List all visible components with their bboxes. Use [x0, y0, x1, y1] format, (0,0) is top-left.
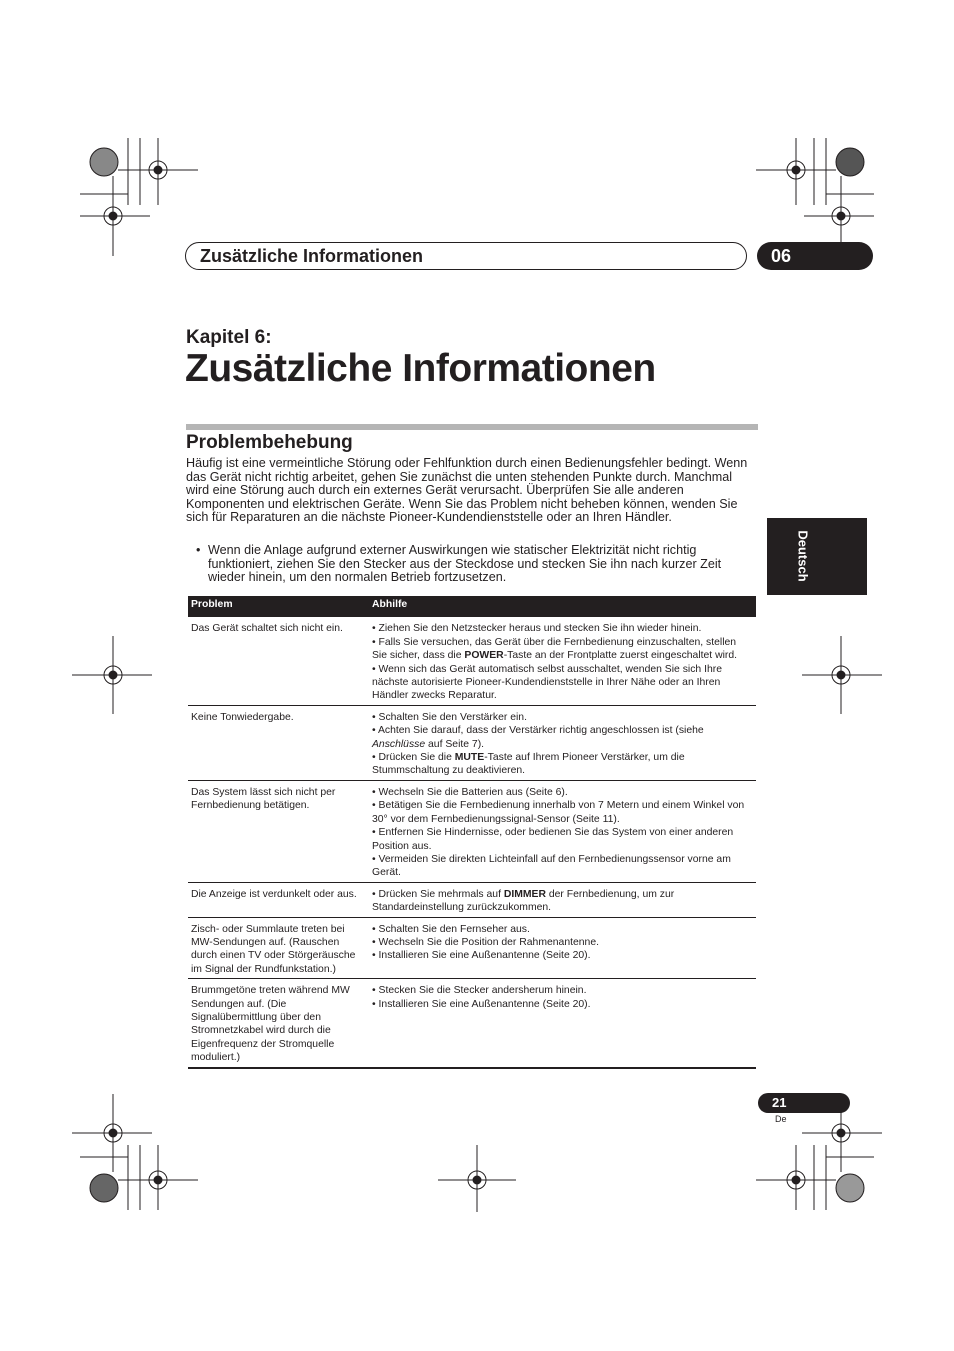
- button-name: MUTE: [454, 752, 485, 764]
- problem-cell: Das System lässt sich nicht per Fernbedienung betätigen.: [188, 780, 369, 882]
- remedy-line: • Schalten Sie den Verstärker ein.: [372, 711, 527, 723]
- remedy-line: • Wechseln Sie die Position der Rahmenantenne.: [372, 936, 599, 948]
- remedy-line: • Falls Sie versuchen, das Gerät über die Fernbedienung einzuschalten, stellen Sie sicher, dass die: [372, 636, 737, 662]
- table-row: [188, 979, 756, 1068]
- problem-cell: Zisch- oder Summlaute treten bei MW-Sendungen auf. (Rauschen durch einen TV oder Störgeräusche im Signal der Rundfunkstation.): [188, 917, 369, 979]
- remedy-cell: [369, 780, 756, 882]
- remedy-line: • Drücken Sie mehrmals auf: [372, 888, 504, 900]
- remedy-line: • Entfernen Sie Hindernisse, oder bedienen Sie das System von einer anderen Position aus.: [372, 827, 734, 852]
- remedy-line: • Ziehen Sie den Netzstecker heraus und stecken Sie ihn wieder hinein.: [372, 623, 702, 635]
- problem-cell: Die Anzeige ist verdunkelt oder aus.: [188, 882, 369, 917]
- page-title: Zusätzliche Informationen: [185, 347, 656, 390]
- remedy-line: -Taste an der Frontplatte zuerst eingeschaltet wird.: [503, 650, 738, 662]
- chapter-number-badge: 06: [757, 242, 873, 270]
- remedy-line: • Wenn sich das Gerät automatisch selbst ausschaltet, wenden Sie sich Ihre nächste autorisierte Pioneer-Kundendienststelle in Ihrer Nähe oder an Ihren Händler zwecks Reparatur.: [372, 663, 722, 702]
- button-name: POWER: [464, 650, 504, 662]
- problem-cell: Brummgetöne treten während MW Sendungen auf. (Die Signalübermittlung über den Stromnetzkabel wird durch die Eigenfrequenz der Stromquelle moduliert.): [188, 979, 369, 1068]
- remedy-cell: [369, 617, 756, 705]
- bullet-dot: •: [196, 543, 201, 557]
- header-title: Zusätzliche Informationen: [200, 246, 424, 266]
- remedy-line: • Betätigen Sie die Fernbedienung innerhalb von 7 Metern und einem Winkel von 30° vor dem Fernbedienungssignal-Sensor (Seite 11).: [372, 800, 745, 825]
- remedy-line: • Installieren Sie eine Außenantenne (Seite 20).: [372, 998, 591, 1010]
- language-tab: [767, 518, 867, 595]
- chapter-label: Kapitel 6:: [186, 327, 272, 348]
- remedy-cell: [369, 979, 756, 1068]
- remedy-cell: [369, 917, 756, 979]
- remedy-cell: [369, 882, 756, 917]
- remedy-line: • Stecken Sie die Stecker andersherum hinein.: [372, 985, 587, 997]
- table-header-row: [188, 596, 756, 617]
- remedy-line: • Drücken Sie die: [372, 752, 455, 764]
- remedy-line: auf Seite 7).: [425, 738, 485, 750]
- bullet-note: [196, 544, 758, 585]
- column-header-problem: Problem: [188, 596, 369, 617]
- page-number-badge: 21: [758, 1093, 850, 1113]
- section-heading: Problembehebung: [186, 432, 353, 453]
- language-tab-label: Deutsch: [795, 530, 811, 582]
- remedy-line: • Wechseln Sie die Batterien aus (Seite 6).: [372, 786, 568, 798]
- remedy-line: • Installieren Sie eine Außenantenne (Seite 20).: [372, 950, 591, 962]
- button-name: DIMMER: [503, 888, 546, 900]
- table-row: [188, 780, 756, 882]
- troubleshooting-table: [188, 596, 756, 1069]
- remedy-cell: [369, 705, 756, 780]
- problem-cell: Das Gerät schaltet sich nicht ein.: [188, 617, 369, 705]
- table-row: [188, 705, 756, 780]
- problem-cell: Keine Tonwiedergabe.: [188, 705, 369, 780]
- table-row: [188, 882, 756, 917]
- remedy-line: • Schalten Sie den Fernseher aus.: [372, 923, 530, 935]
- section-reference: Anschlüsse: [372, 738, 426, 750]
- page-language-code: De: [775, 1114, 787, 1124]
- remedy-line: • Achten Sie darauf, dass der Verstärker richtig angeschlossen ist (siehe: [372, 725, 704, 737]
- table-row: [188, 617, 756, 705]
- table-row: [188, 917, 756, 979]
- section-rule: [186, 424, 758, 430]
- remedy-line: der Fernbedienung, um zur Standardeinstellung zurückzukommen.: [372, 888, 675, 914]
- remedy-line: • Vermeiden Sie direkten Lichteinfall auf den Fernbedienungssensor vorne am Gerät.: [372, 853, 731, 879]
- remedy-line: -Taste auf Ihrem Pioneer Verstärker, um die Stummschaltung zu deaktivieren.: [372, 752, 685, 777]
- section-intro: Häufig ist eine vermeintliche Störung oder Fehlfunktion durch einen Bedienungsfehler bedingt. Wenn das Gerät nicht richtig arbeitet, gehen Sie zunächst die unten stehenden Punkte durch. Manchmal wird eine Störung auch durch ein externes Gerät verursacht. Überprüfen Sie alle anderen Komponenten und elektrischen Geräte. Wenn Sie das Problem nicht beheben können, wenden Sie sich für Reparaturen an die nächste Pioneer-Kundendienststelle oder an Ihren Händler.: [186, 456, 748, 525]
- column-header-remedy: Abhilfe: [369, 596, 756, 617]
- bullet-text: Wenn die Anlage aufgrund externer Auswirkungen wie statischer Elektrizität nicht richtig funktioniert, ziehen Sie den Stecker aus der Steckdose und stecken Sie ihn nach kurzer Zeit wieder hinein, um den normalen Betrieb fortzusetzen.: [208, 543, 722, 585]
